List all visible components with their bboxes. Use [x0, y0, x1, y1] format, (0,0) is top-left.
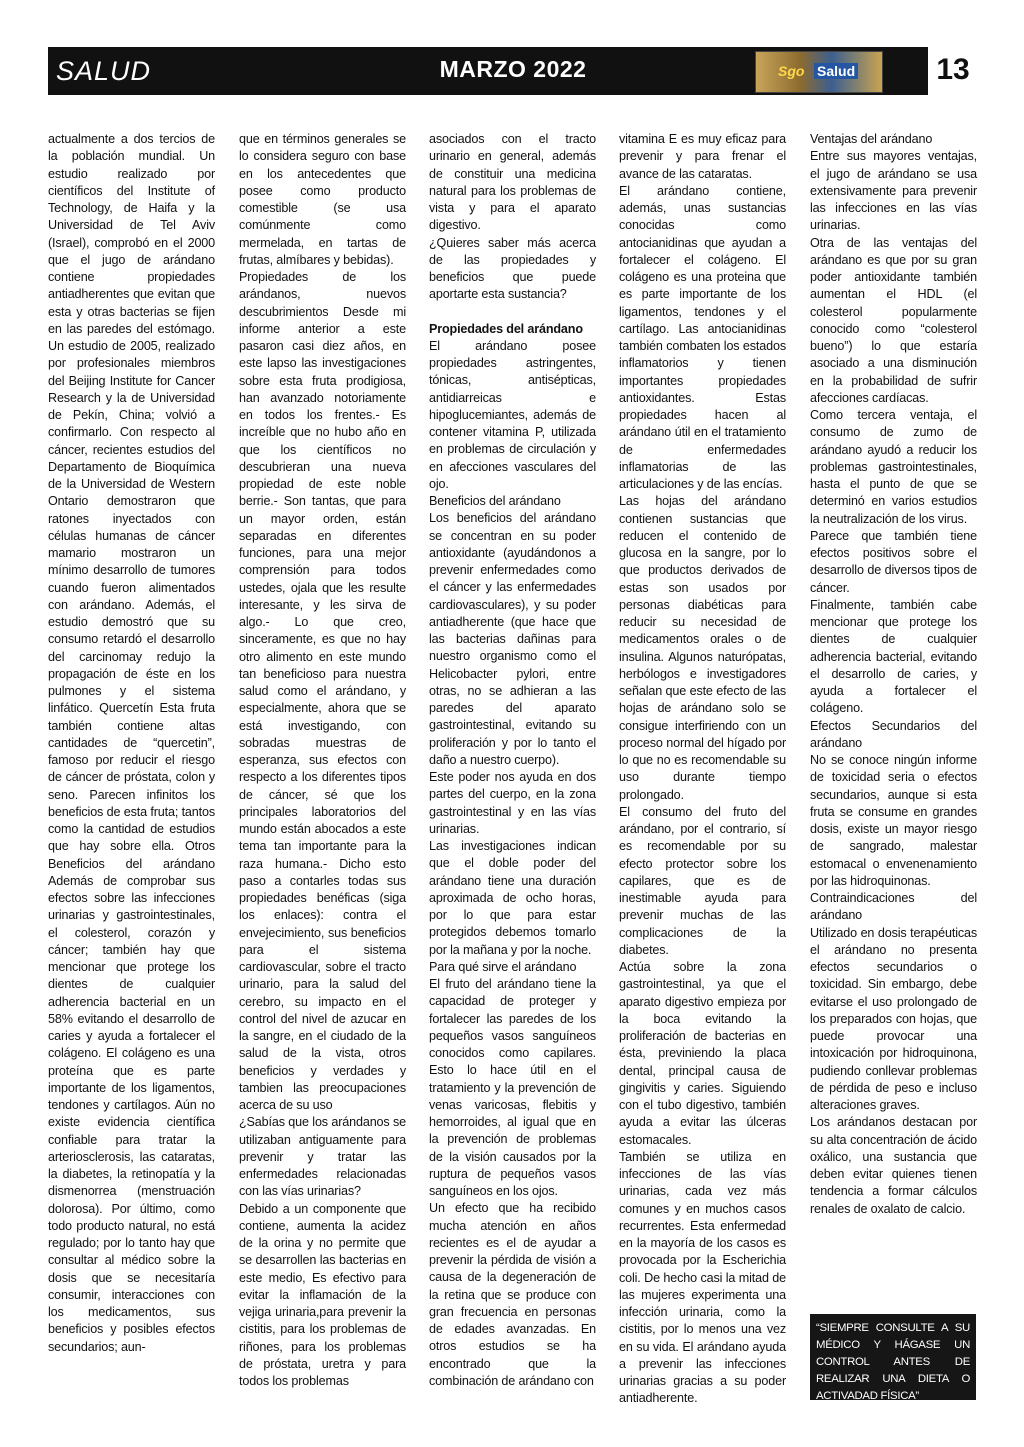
article-column-3	[429, 131, 596, 1390]
paragraph: Ventajas del arándano	[810, 132, 933, 146]
paragraph: que en términos generales se lo considera seguro con base en los antecedentes que posee como producto comestible (se usa comúnmente como mermelada, en tartas de frutas, almíbares y bebidas).	[239, 132, 406, 267]
paragraph: ¿Quieres saber más acerca de las propiedades y beneficios que puede aportarte esta sustancia?	[429, 235, 596, 302]
advice-quote-box: “SIEMPRE CONSULTE A SU MÉDICO Y HÁGASE UN CONTROL ANTES DE REALIZAR UNA DIETA O ACTIVADAD FÍSICA”	[810, 1314, 976, 1400]
paragraph: Los arándanos destacan por su alta concentración de ácido oxálico, una sustancia que deben evitar quienes tienen tendencia a formar cálculos renales de oxalato de calcio.	[810, 1115, 977, 1216]
logo-text-salud: Salud	[814, 63, 858, 79]
paragraph: Los beneficios del arándano se concentran en su poder antioxidante (ayudándonos a prevenir enfermedades como el cáncer y las enfermedades cardiovasculares), y su poder antiadherente (que hace que las bacterias dañinas para nuestro organismo como el Helicobacter pylori, entre otras, no se adhieran a las paredes del aparato gastrointestinal, evitando su proliferación y por lo tanto el daño a nuestro cuerpo).	[429, 511, 596, 767]
paragraph: ¿Sabías que los arándanos se utilizaban antiguamente para prevenir y tratar las enfermedades relacionadas con las vías urinarias?	[239, 1115, 406, 1199]
paragraph: Las investigaciones indican que el doble poder del arándano tiene una duración aproximada de ocho horas, por lo que para estar protegidos debemos tomarlo por la mañana y por la noche.	[429, 839, 596, 957]
paragraph: Entre sus mayores ventajas, el jugo de arándano se usa extensivamente para prevenir las infecciones en las vías urinarias.	[810, 149, 977, 233]
publication-logo	[755, 51, 883, 93]
paragraph: Efectos Secundarios del arándano	[810, 718, 977, 750]
page-number-box	[928, 47, 978, 95]
paragraph: asociados con el tracto urinario en general, además de constituir una medicina natural para los problemas de vista y para el aparato digestivo.	[429, 132, 596, 233]
paragraph: Actúa sobre la zona gastrointestinal, ya que el aparato digestivo empieza por la boca evitando la proliferación de bacterias en ésta, previniendo la placa dental, principal causa de gingivitis y caries. Siguiendo con el tubo digestivo, también ayuda a evitar las úlceras estomacales.	[619, 960, 786, 1147]
page-number: 13	[936, 53, 970, 86]
paragraph: Las hojas del arándano contienen sustancias que reducen el contenido de glucosa en la sangre, por lo que productos derivados de estas son usados por personas diabéticas para reducir su necesidad de medicamentos orales o de insulina. Algunos naturópatas, herbólogos e investigadores señalan que este efecto de las hojas de arándano solo se consigue interfiriendo con un proceso normal del hígado por lo que no es recomendable su uso durante tiempo prolongado.	[619, 494, 786, 802]
paragraph: El arándano posee propiedades astringentes, tónicas, antisépticas, antidiarreicas e hipoglucemiantes, además de contener vitamina P, utilizada en problemas de circulación y en afecciones vasculares del ojo.	[429, 338, 596, 491]
paragraph: Utilizado en dosis terapéuticas el arándano no presenta efectos secundarios o toxicidad. Sin embargo, debe evitarse el uso prolongado de los preparados con hojas, que puede provocar una intoxicación por hidroquinona, pudiendo conllevar problemas de pérdida de peso e incluso alteraciones graves.	[810, 925, 977, 1112]
paragraph: Como tercera ventaja, el consumo de zumo de arándano ayudó a reducir los problemas gastrointestinales, hasta el punto de que se determinó en varios estudios la neutralización de los virus.	[810, 408, 977, 526]
paragraph: El fruto del arándano tiene la capacidad de proteger y fortalecer las paredes de los pequeños vasos sanguíneos conocidos como capilares. Esto lo hace útil en el tratamiento y la prevención de venas varicosas, flebitis y hemorroides, al igual que en la prevención de problemas de la visión causados por la ruptura de pequeños vasos sanguíneos en los ojos.	[429, 977, 596, 1198]
paragraph: Un efecto que ha recibido mucha atención en años recientes es el de ayudar a prevenir la pérdida de visión a causa de la degeneración de la retina que se produce con gran frecuencia en personas de edades avanzadas. En otros estudios se ha encontrado que la combinación de arándano con	[429, 1201, 596, 1388]
article-column-1	[48, 131, 215, 1356]
paragraph: Beneficios del arándano	[429, 494, 561, 508]
paragraph: vitamina E es muy eficaz para prevenir y para frenar el avance de las cataratas.	[619, 132, 786, 181]
paragraph: Finalmente, también cabe mencionar que protege los dientes de cualquier adherencia bacterial, evitando el desarrollo de caries, y ayuda a fortalecer el colágeno.	[810, 597, 977, 716]
issue-date: MARZO 2022	[439, 56, 587, 82]
paragraph: El arándano contiene, además, unas sustancias conocidas como antocianidinas que ayudan a fortalecer el colágeno. El colágeno es una proteina que es parte importante de los ligamentos, tendones y el cartílago. Las antocianidinas también combaten los estados inflamatorios y tienen importantes propiedades antioxidantes. Estas propiedades hacen al arándano útil en el tratamiento de enfermedades inflamatorias de las articulaciones y de las encías.	[619, 183, 786, 491]
paragraph: El consumo del fruto del arándano, por el contrario, sí es recomendable por su efecto protector sobre los capilares, que es de inestimable ayuda para prevenir muchas de las complicaciones de la diabetes.	[619, 804, 786, 957]
section-title: SALUD	[56, 56, 152, 86]
paragraph: Este poder nos ayuda en dos partes del cuerpo, en la zona gastrointestinal y en las vías urinarias.	[429, 770, 596, 836]
paragraph: Contraindicaciones del arándano	[810, 891, 977, 923]
paragraph: actualmente a dos tercios de la población mundial. Un estudio realizado por científicos del Institute of Technology, de Haifa y la Universidad de Tel Aviv (Israel), comprobó en el 2000 que el jugo de arándano contiene propiedades antiadherentes que evitan que esta y otras bacterias se fijen en las paredes del estómago. Un estudio de 2005, realizado por profesionales miembros del Beijing Institute for Cancer Research y la de Universidad de Pekín, China; volvió a confirmarlo. Con respecto al cáncer, recientes estudios del Departamento de Bioquímica de la Universidad de Western Ontario demostraron que ratones inyectados con células humanas de cáncer mamario mostraron un mínimo desarrollo de tumores cuando fueron alimentados con arándano. Además, el estudio demostró que su consumo retardó el desarrollo del carcinomay redujo la propagación de éste en los pulmones y el sistema linfático. Quercetín Esta fruta también contiene altas cantidades de “quercetin”, famoso por reducir el riesgo de cáncer de próstata, colon y seno. Parecen infinitos los beneficios de esta fruta; tantos como la cantidad de estudios que hay sobre ella. Otros Beneficios del arándano Además de comprobar sus efectos sobre las infecciones urinarias y gastrointestinales, el colesterol, corazón y cáncer; también hay que mencionar que protege los dientes de cualquier adherencia bacterial en un 58% evitando el desarrollo de caries y ayuda a fortalecer el colágeno. El colágeno es una proteína que es parte importante de los ligamentos, tendones y cartílagos. Aún no existe evidencia científica confiable para tratar la arteriosclerosis, las cataratas, la diabetes, la retinopatía y la dismenorrea (menstruación dolorosa). Por último, como todo producto natural, no está regulado; por lo tanto hay que consultar al médico sobre la dosis que se necesitaría consumir, interacciones con los medicamentos, sus beneficios y posibles efectos secundarios; aun-	[48, 132, 215, 1354]
paragraph: Parece que también tiene efectos positivos sobre el desarrollo de diversos tipos de cáncer.	[810, 528, 977, 595]
page-header	[48, 47, 978, 95]
paragraph: No se conoce ningún informe de toxicidad seria o efectos secundarios, aunque si esta fruta se consume en grandes dosis, existe un mayor riesgo de sangrado, malestar estomacal o envenenamiento por las hidroquinonas.	[810, 753, 977, 888]
subheading: Propiedades del arándano	[429, 321, 583, 336]
article-column-4	[619, 131, 786, 1408]
paragraph: Propiedades de los arándanos, nuevos descubrimientos Desde mi informe anterior a este pasaron casi diez años, en este lapso las investigaciones sobre esta fruta prodigiosa, han avanzado notoriamente en todos los frentes.- Es increíble que no hubo año en que los científicos no descubrieran una nueva propiedad de este noble berrie.- Son tantas, que para un mayor orden, están separadas en diferentes funciones, para una mejor comprensión para todos ustedes, ojala que les resulte interesante, y les sirva de algo.- Lo que creo, sinceramente, es que no hay otro alimento en este mundo tan beneficioso para nuestra salud como el arándano, y especialmente, ahora que se está investigando, con sobradas muestras de esperanza, sus efectos con respecto a los diferentes tipos de cáncer, sé que los principales laboratorios del mundo están abocados a este tema tan importante para la raza humana.- Dicho esto paso a contarles todas sus propiedades benéficas (siga los enlaces): contra el envejecimiento, sus beneficios para el sistema cardiovascular, sobre el tracto urinario, para la salud del cerebro, su impacto en el control del nivel de azucar en la sangre, en el ciudado de la salud de la vista, otros beneficios y verdades y tambien las preocupaciones acerca de su uso	[239, 270, 406, 1112]
logo-text-sgo: Sgo	[778, 63, 805, 79]
article-column-5	[810, 131, 977, 1218]
paragraph: También se utiliza en infecciones de las vías urinarias, cada vez más comunes y en muchos casos recurrentes. Esta enfermedad en la mayoría de los casos es provocada por la Escherichia coli. De hecho casi la mitad de las mujeres experimenta una infección urinaria, como la cistitis, por lo menos una vez en su vida. El arándano ayuda a prevenir las infecciones urinarias gracias a su poder antiadherente.	[619, 1149, 786, 1406]
paragraph: Otra de las ventajas del arándano es que por su gran poder antioxidante también aumentan el HDL (el colesterol popularmente conocido como “colesterol bueno”) lo que estaría asociado a una disminución en la probabilidad de sufrir afecciones cardíacas.	[810, 235, 977, 405]
paragraph: Para qué sirve el arándano	[429, 959, 577, 974]
article-column-2	[239, 131, 406, 1390]
paragraph: Debido a un componente que contiene, aumenta la acidez de la orina y no permite que se desarrollen las bacterias en este medio, Es efectivo para evitar la inflamación de la vejiga urinaria,para prevenir la cistitis, para los problemas de riñones, para los problemas de próstata, uretra y para todos los problemas	[239, 1201, 406, 1388]
